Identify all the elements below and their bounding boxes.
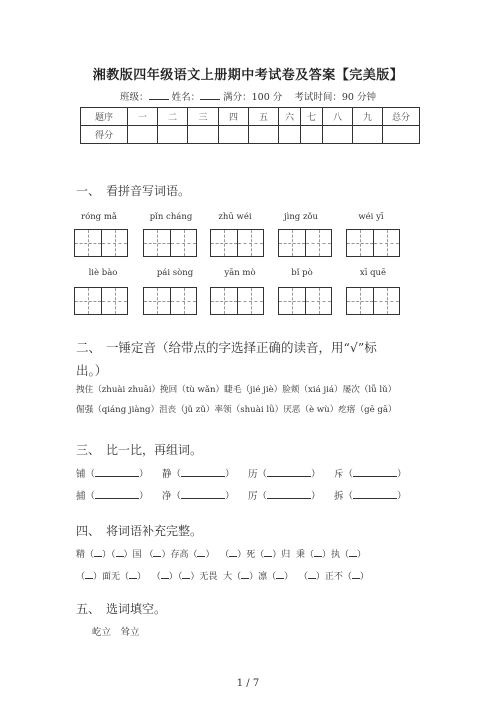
compare-char: 历 xyxy=(248,469,258,480)
idiom-text: ） xyxy=(168,572,178,582)
section1-heading xyxy=(76,182,190,199)
pinyin-label: pǐn cháng xyxy=(149,212,193,222)
pinyin-label: jìng zǒu xyxy=(283,212,319,222)
pinyin-label: róng mǎ xyxy=(81,212,117,222)
section3-title: 比一比，再组词。 xyxy=(106,443,203,457)
pinyin-label: pái sòng xyxy=(156,268,194,278)
section3-row2: 捕（ ） 净（ ） 厉（ ） 拆（ ） xyxy=(76,488,420,502)
class-label: 班级： xyxy=(120,92,149,103)
section2-number: 二、 xyxy=(76,340,102,355)
section1-title: 看拼音写词语。 xyxy=(106,184,191,198)
idiom-text: ）执（ xyxy=(322,550,350,560)
score-header-cell: 总分 xyxy=(383,108,420,126)
compare-blank[interactable] xyxy=(353,466,397,477)
writing-grid[interactable] xyxy=(346,287,400,315)
pinyin-label: zhū wéi xyxy=(218,212,252,222)
compare-char: 静 xyxy=(162,469,172,480)
compare-blank[interactable] xyxy=(181,466,225,477)
idiom-text: ） xyxy=(359,572,369,582)
idiom-text: ） xyxy=(357,550,367,560)
score-header-cell: 八 xyxy=(323,108,353,126)
idiom-blank[interactable] xyxy=(116,546,124,557)
pinyin-label: liè bào xyxy=(88,268,118,278)
idiom-text: 大（ xyxy=(223,572,242,582)
score-cell[interactable] xyxy=(158,126,188,144)
section3-number: 三、 xyxy=(76,443,101,457)
idiom-blank[interactable] xyxy=(349,546,357,557)
score-cell[interactable] xyxy=(301,126,323,144)
compare-char: 净 xyxy=(162,491,172,502)
section2-title-cont: 出。） xyxy=(76,363,108,378)
compare-blank[interactable] xyxy=(181,488,225,499)
score-header-cell: 三 xyxy=(188,108,219,126)
section4-number: 四、 xyxy=(76,524,101,538)
compare-char: 拆 xyxy=(334,491,344,502)
score-header-cell: 一 xyxy=(128,108,158,126)
idiom-text: ） xyxy=(102,550,112,560)
compare-char: 厉 xyxy=(248,491,258,502)
idiom-text: ）死（ xyxy=(237,550,265,560)
idiom-text: ） xyxy=(205,550,215,560)
writing-grid[interactable] xyxy=(210,287,264,315)
idiom-text: ）面无（ xyxy=(93,572,130,582)
exam-time: 考试时间：90 分钟 xyxy=(294,92,376,103)
idiom-text: 秉（ xyxy=(296,550,315,560)
section4-heading xyxy=(76,522,202,539)
score-cell[interactable] xyxy=(249,126,279,144)
section1-number: 一、 xyxy=(76,184,101,198)
idiom-blank[interactable] xyxy=(352,568,360,579)
idiom-blank[interactable] xyxy=(161,568,169,579)
writing-grid[interactable] xyxy=(143,229,197,257)
idiom-text: （ xyxy=(76,572,86,582)
idiom-text: （ xyxy=(144,550,154,560)
section5-heading xyxy=(76,600,166,617)
score-cell[interactable] xyxy=(128,126,158,144)
section2-heading xyxy=(76,338,377,356)
score-cell[interactable] xyxy=(219,126,249,144)
score-header-row xyxy=(81,108,420,126)
exam-info xyxy=(0,89,496,103)
idiom-text: （ xyxy=(177,572,183,582)
score-header-cell: 九 xyxy=(353,108,383,126)
idiom-text: （ xyxy=(111,550,116,560)
idiom-text: ）归 xyxy=(272,550,291,560)
idiom-text: 精（ xyxy=(76,550,95,560)
score-header-cell: 二 xyxy=(158,108,188,126)
writing-grid[interactable] xyxy=(74,287,128,315)
score-cell[interactable] xyxy=(188,126,219,144)
idiom-blank[interactable] xyxy=(276,568,284,579)
section2-line1: 拽住（zhuài zhuāi）挽回（tù wǎn）睫毛（jié jiè）脸颊（xiá jiá）屡次（lǚ lǔ） xyxy=(76,385,397,395)
section5-number: 五、 xyxy=(76,602,101,616)
page-number: 1 / 7 xyxy=(236,678,260,689)
writing-grid[interactable] xyxy=(210,229,264,257)
idiom-text: ） xyxy=(137,572,147,582)
pinyin-label: wéi yī xyxy=(358,212,384,222)
idiom-text: ）无畏 xyxy=(190,572,218,582)
idiom-text: ）国 xyxy=(123,550,142,560)
section5-title: 选词填空。 xyxy=(106,602,167,616)
idiom-blank[interactable] xyxy=(241,568,249,579)
compare-char: 捕 xyxy=(76,491,86,502)
idiom-text: ）凛（ xyxy=(249,572,277,582)
idiom-text: ）正不（ xyxy=(315,572,352,582)
section2-title: 一锤定音（给带点的字选择正确的读音，用“√”标 xyxy=(106,340,377,355)
name-blank[interactable] xyxy=(200,90,220,100)
score-cell[interactable] xyxy=(323,126,353,144)
writing-grid[interactable] xyxy=(143,287,197,315)
idiom-blank[interactable] xyxy=(129,568,137,579)
idiom-blank[interactable] xyxy=(314,546,322,557)
section4-line2 xyxy=(76,568,369,582)
section3-heading xyxy=(76,441,202,458)
score-table xyxy=(80,107,420,144)
score-row xyxy=(81,126,420,144)
idiom-text: ）存高（ xyxy=(161,550,198,560)
score-row-label: 得分 xyxy=(81,126,128,144)
section4-title: 将词语补充完整。 xyxy=(106,524,203,538)
writing-grid[interactable] xyxy=(346,229,400,257)
idiom-blank[interactable] xyxy=(85,568,93,579)
idiom-blank[interactable] xyxy=(94,546,102,557)
section4-line1 xyxy=(76,546,366,560)
score-cell[interactable] xyxy=(353,126,383,144)
score-header-cell: 六 xyxy=(279,108,301,126)
class-blank[interactable] xyxy=(149,90,169,100)
score-cell[interactable] xyxy=(279,126,301,144)
score-header-cell: 四 xyxy=(219,108,249,126)
section3-row1: 铺（ ） 静（ ） 历（ ） 斥（ ） xyxy=(76,466,420,480)
section2-line2: 倔强（qiáng jiàng）沮丧（jǔ zǔ）率领（shuài lǜ）厌恶（è wù）疙瘩（gē gā） xyxy=(76,405,397,415)
compare-blank[interactable] xyxy=(267,466,311,477)
idiom-blank[interactable] xyxy=(308,568,316,579)
idiom-text: （ xyxy=(151,572,161,582)
score-header-cell: 题序 xyxy=(81,108,128,126)
score-header-cell: 五 xyxy=(249,108,279,126)
idiom-text: （ xyxy=(298,572,308,582)
compare-char: 铺 xyxy=(76,469,86,480)
compare-blank[interactable] xyxy=(353,488,397,499)
full-score: 满分：100 分 xyxy=(223,92,283,103)
writing-grid[interactable] xyxy=(278,287,332,315)
pinyin-label: xī quē xyxy=(359,268,387,278)
pinyin-label: bǐ pò xyxy=(291,268,313,278)
page-title: 湘教版四年级语文上册期中考试卷及答案【完美版】 xyxy=(92,68,404,83)
compare-blank[interactable] xyxy=(95,488,139,499)
score-cell[interactable] xyxy=(383,126,420,144)
score-header-cell: 七 xyxy=(301,108,323,126)
section5-options: 屹立 耸立 xyxy=(92,627,140,638)
writing-grid[interactable] xyxy=(74,229,128,257)
compare-char: 斥 xyxy=(334,469,344,480)
idiom-text: （ xyxy=(220,550,230,560)
idiom-text: ） xyxy=(284,572,294,582)
pinyin-label: yān mò xyxy=(224,268,256,278)
writing-grid[interactable] xyxy=(278,229,332,257)
compare-blank[interactable] xyxy=(267,488,311,499)
name-label: 姓名： xyxy=(171,92,201,103)
compare-blank[interactable] xyxy=(95,466,139,477)
